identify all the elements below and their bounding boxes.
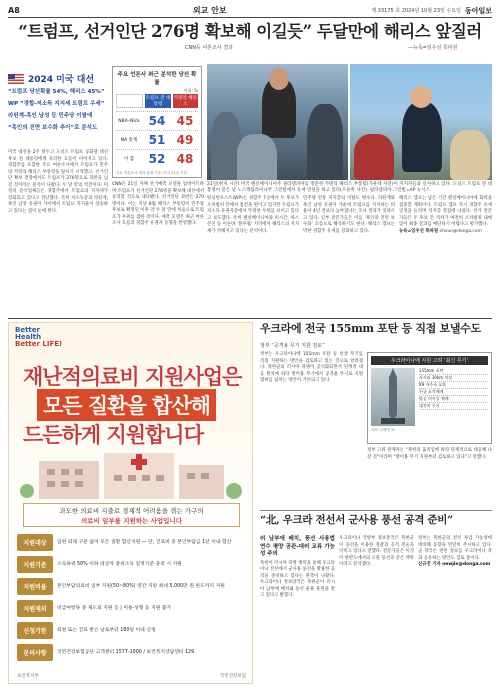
ad-info-row — [17, 643, 246, 662]
poll-title: 주요 언론사 최근 분석한 당선 확률 — [117, 72, 197, 86]
ad-info-key: 지원제외 — [17, 600, 53, 617]
ad-sponsor-logo: 보건복지부 — [17, 674, 39, 679]
poll-footnote: 주요 여론조사 결과 집계 기준, 미국 21일 기준 — [116, 171, 187, 175]
ad-info-value: 입원 외래 구분 없이 모든 질환 합산지원 — 단, 진료비 중 본인부담금 1년 이내 합산 — [57, 539, 232, 545]
section-title: 외교 안보 — [192, 6, 227, 15]
article-byline: 신규진 기자 newjin@donga.com — [418, 562, 491, 567]
spec-item: 155mm 포탄 — [419, 368, 488, 375]
article-byline: 뉴욕=임우선 특파원 — [399, 228, 439, 234]
ad-headline-2: 모든 질환을 합산해 — [37, 389, 216, 421]
masthead — [8, 4, 492, 18]
ad-brand-mid: Health — [15, 333, 42, 341]
poll-harris-value: 45 — [176, 114, 194, 128]
section-divider — [260, 510, 492, 511]
ad-footer — [17, 673, 246, 679]
poll-table — [112, 66, 202, 178]
weapon-specs — [419, 368, 488, 426]
headline-byline: —뉴욕=임우선 특파원 — [408, 45, 458, 51]
spec-item: 사거리 30km 이상 — [419, 375, 488, 382]
harris-rally-photo — [207, 64, 348, 180]
poll-trump-value: 52 — [148, 152, 166, 166]
ad-info-row — [17, 533, 246, 552]
article-text: 북한이 러시아 파병 병력을 통해 우크라이나 전선에서 군사용 풍선을 활용한 공격을 준비하고 있다는 관측이 나왔다. 우크라이나 정보당국은 북한군이 러시아 남부에 배치돼 풍선 운용 훈련을 받고 있다고 밝혔다. — [260, 560, 335, 598]
poll-header-cell — [116, 94, 143, 108]
ad-brand-top: Better — [15, 326, 40, 334]
trump-rally-photo — [350, 64, 492, 180]
ad-info-key: 신청기한 — [17, 622, 53, 639]
ad-info-row — [17, 555, 246, 574]
poll-row — [116, 130, 198, 149]
us-flag-icon — [8, 74, 24, 84]
ad-description — [23, 503, 240, 527]
lead-summary — [8, 88, 108, 136]
ad-info-list — [17, 533, 246, 665]
article-column: 우크라이나 국방부 정보총국은 북한군이 풍선을 이용한 정찰과 공격 전술을 익히고 있다고 전했다. 전문가들은 이것이 한반도에서의 오물 풍선과 같은 맥락이라고 분석했다. — [339, 536, 414, 567]
issue-meta: 제 33175 호 2024년 10월 23일 수요일 — [371, 8, 461, 14]
tag-label: 2024 미국 대선 — [28, 75, 95, 85]
article-text: 정부는 북한군의 전선 투입 가능성에 대비해 동향을 면밀히 주시하고 있다. 군 당국은 관련 정보를 우크라이나 측과 공유하는 방안도 검토 중이다. — [418, 536, 492, 561]
ad-headline-3: 드든하게 지원합니다 — [23, 423, 203, 447]
article2-headline: 우크라에 전국 155mm 포탄 등 직접 보낼수도 — [260, 322, 481, 335]
photo-caption: 21일(현지 시간) 미국 펜실베이니아주 필라델피아를 방문한 카멀라 해리스 부통령(가운데 사진)이 지지자들과 인사하고 있다. 도널드 트럼프 전 대통령이 같은 날 노스캐롤라이나주 그린빌에서 유세 연설을 하고 있다(오른쪽 사진). 필라델피아·그린빌=AP 뉴시스 — [207, 182, 492, 193]
poll-trump-value: 54 — [148, 114, 166, 128]
ad-headline-1: 재난적의료비 지원사업은 — [23, 365, 242, 389]
article-email: imsun@donga.com — [439, 228, 482, 234]
ad-info-value: 퇴원 또는 진료 받은 날로부터 180일 이내 신청 — [57, 627, 156, 633]
poll-row — [116, 111, 198, 130]
article-column: CNN은 21일 자체 선거예측 모델을 업데이트하며 트럼프가 선거인단 276명을 확보해 대선에서 승리할 것으로 내다봤다. 선거인단 과반은 270명이다. 이는 지난 8월 해리스 부통령이 민주당 후보로 확정된 이후 약 두 달 만에 처음으로 트럼프가 우위를 점한 것이다. 예측 모델은 최근 여론조사 흐름과 경합주 유권자 동향을 반영했다. — [112, 182, 204, 226]
ad-info-row — [17, 621, 246, 640]
paper-name: 동아일보 — [464, 5, 492, 15]
article2-kicker: 정부 “공격용 무기 지원 검토” — [260, 343, 325, 349]
article-column — [260, 536, 335, 684]
headline-subtitle: CNN등 여론조사 결과 — [185, 45, 233, 51]
page-number: A8 — [8, 6, 20, 15]
article-column: 민주당 전통 지지층의 이탈도 변수다. 라틴계와 흑인 남성 유권자 가운데 트럼프를 지지하는 비율이 4년 전보다 높아졌다는 조사 결과가 잇따르고 있다. 일부 전문가들은 이를 ‘흑인의 진면 보수화’ 흐름으로 해석하기도 한다. 해리스 캠프는 막판 경합주 유세를 강화하고 있다. — [303, 196, 395, 234]
section-divider — [8, 318, 492, 319]
article-column: 미국 대선을 2주 앞두고 도널드 트럼프 공화당 대선 후보 전 대통령에게 유리한 흐름이 이어지고 있다. 경합주를 포함한 주요 여론조사에서 트럼프가 민주당 카멀라 해리스 부통령을 앞서기 시작했고, 선거인단 확보 전망에서도 트럼프가 276명으로 과반을 넘길 것이라는 분석이 나왔다. 두 달 만의 역전이다. 미 정치 분석업체들은 경합주에서 트럼프의 지지세가 강화되고 있다고 진단했다. 특히 저소득층과 라틴계, 흑인 남성 유권자 사이에서 트럼프 지지율이 상승하고 있다는 점이 눈에 띈다. — [8, 150, 108, 214]
article-column — [418, 536, 492, 684]
article-column: 정부 고위 관계자는 “북한의 움직임에 따라 단계적으로 대응해 나갈 것”이라며 “방어용 무기 지원부터 검토하고 있다”고 말했다. — [367, 448, 492, 460]
poll-source: NBA–Nick — [118, 118, 140, 124]
weapons-infobox — [367, 352, 492, 444]
article-text: 해리스 캠프는 남은 기간 펜실베이니아에 화력을 집중할 계획이다. 트럼프 캠프 역시 경합주 유세 일정을 늘리며 지지층 결집에 나섰다. 선거 전문가들은 두 후보 간 격차가 여전히 오차범위 내에 있어 최종 결과를 예단하기 어렵다고 평가했다. — [399, 196, 492, 227]
weapon-image — [371, 368, 415, 426]
poll-header-harris: 카멀라 해리스 — [173, 96, 197, 107]
poll-harris-value: 49 — [176, 133, 194, 147]
lead-line: “트럼프 당선확률 54%, 해리스 45%” — [8, 89, 105, 95]
poll-row — [116, 149, 198, 168]
ad-desc-line: 과도한 의료비 지출로 경제적 어려움을 겪는 가구의 — [59, 507, 204, 515]
hospital-illustration — [19, 447, 244, 499]
poll-header — [116, 94, 198, 108]
ad-info-key: 지원비율 — [17, 578, 53, 595]
ad-brand — [15, 327, 62, 348]
poll-header-trump: 트럼프 전 대통령 — [145, 96, 171, 107]
ad-sponsor-logo: 국민건강보험 — [219, 674, 246, 679]
ad-info-row — [17, 577, 246, 596]
spec-item: 방공 미사일 체계 — [419, 396, 488, 403]
ad-info-key: 지원기준 — [17, 556, 53, 573]
poll-unit: 단위: % — [183, 88, 198, 93]
article3-deck: 러 남부에 배치, 풍선 사용법 연수 평양 공관-대러 교류 가능성 주의 — [260, 536, 335, 557]
lead-line: “흑인의 진면 보수화 추이”로 분석도 — [8, 125, 98, 131]
article-column — [399, 196, 492, 315]
infobox-source: 자료: 국방부 외 — [371, 428, 395, 432]
ad-brand-bot: Better LIFE! — [15, 340, 63, 348]
poll-source: NA 통계 — [120, 138, 138, 143]
ad-info-row — [17, 599, 246, 618]
ad-info-key: 문의사항 — [17, 644, 53, 661]
ad-info-value: 소득하위 50% 이하 대상자 중위소득 일정기준 충족 시 지원 — [57, 561, 182, 567]
main-headline: “트럼프, 선거인단 276명 확보해 이길듯” 두달만에 해리스 앞질러 — [18, 22, 482, 41]
ad-desc-line: 의료비 일부를 지원하는 사업입니다 — [81, 517, 182, 525]
lead-line: WP “경합-저소득 지지세 트럼프 우세” — [8, 101, 105, 107]
ad-info-value: 국민건강보험공단 고객센터 1577-1000 / 보건복지상담센터 129 — [57, 649, 195, 655]
poll-harris-value: 48 — [176, 152, 194, 166]
infobox-title: 우크라이나에 지원 고려 ‘최신 무기’ — [371, 356, 488, 365]
ad-info-value: 비급여항목 중 제도외 지원 등 | 미용·성형 등 지원 불가 — [57, 605, 172, 611]
section-tag — [8, 72, 103, 85]
poll-trump-value: 51 — [148, 133, 166, 147]
poll-source: 이 합 — [123, 157, 135, 162]
article-column: 워싱턴포스트(WP)는 경합주 7곳에서 두 후보가 오차범위 안에서 접전을 벌이고 있지만 트럼프가 저소득 유권자층에서 뚜렷한 우위를 보이고 있다고 보도했다. 특히 펜실베이니아와 미시간, 위스콘신 등 이른바 ‘블루월’ 지역에서 해리스의 지지세가 약해지고 있다는 분석이다. — [207, 196, 299, 234]
spec-item: 대전차 무기 — [419, 403, 488, 410]
advertisement — [8, 322, 253, 684]
article3-headline: “北, 우크라 전선서 군사용 풍선 공격 준비” — [260, 514, 453, 526]
spec-item: K9 자주포 호환 — [419, 382, 488, 389]
ad-info-value: 본인부담의료비 일부 지원(50~80%) 연간 지원 최대 5,000만 원 한도까지 지원 — [57, 583, 225, 589]
ad-info-key: 지원대상 — [17, 534, 53, 551]
spec-item: 천궁 요격체계 — [419, 389, 488, 396]
article-column: 정부는 우크라이나에 155mm 포탄 등 살상 무기를 직접 지원하는 방안을 검토하고 있는 것으로 알려졌다. 북한군의 러시아 파병이 공식화되면서 단계적 대응 원칙에 따라 방어용 무기에서 공격용 무기로 지원 범위를 넓히는 방안이 거론되고 있다. — [260, 352, 363, 383]
lead-line: 라틴계-흑인 남성 등 민주당 이탈에 — [8, 113, 93, 119]
